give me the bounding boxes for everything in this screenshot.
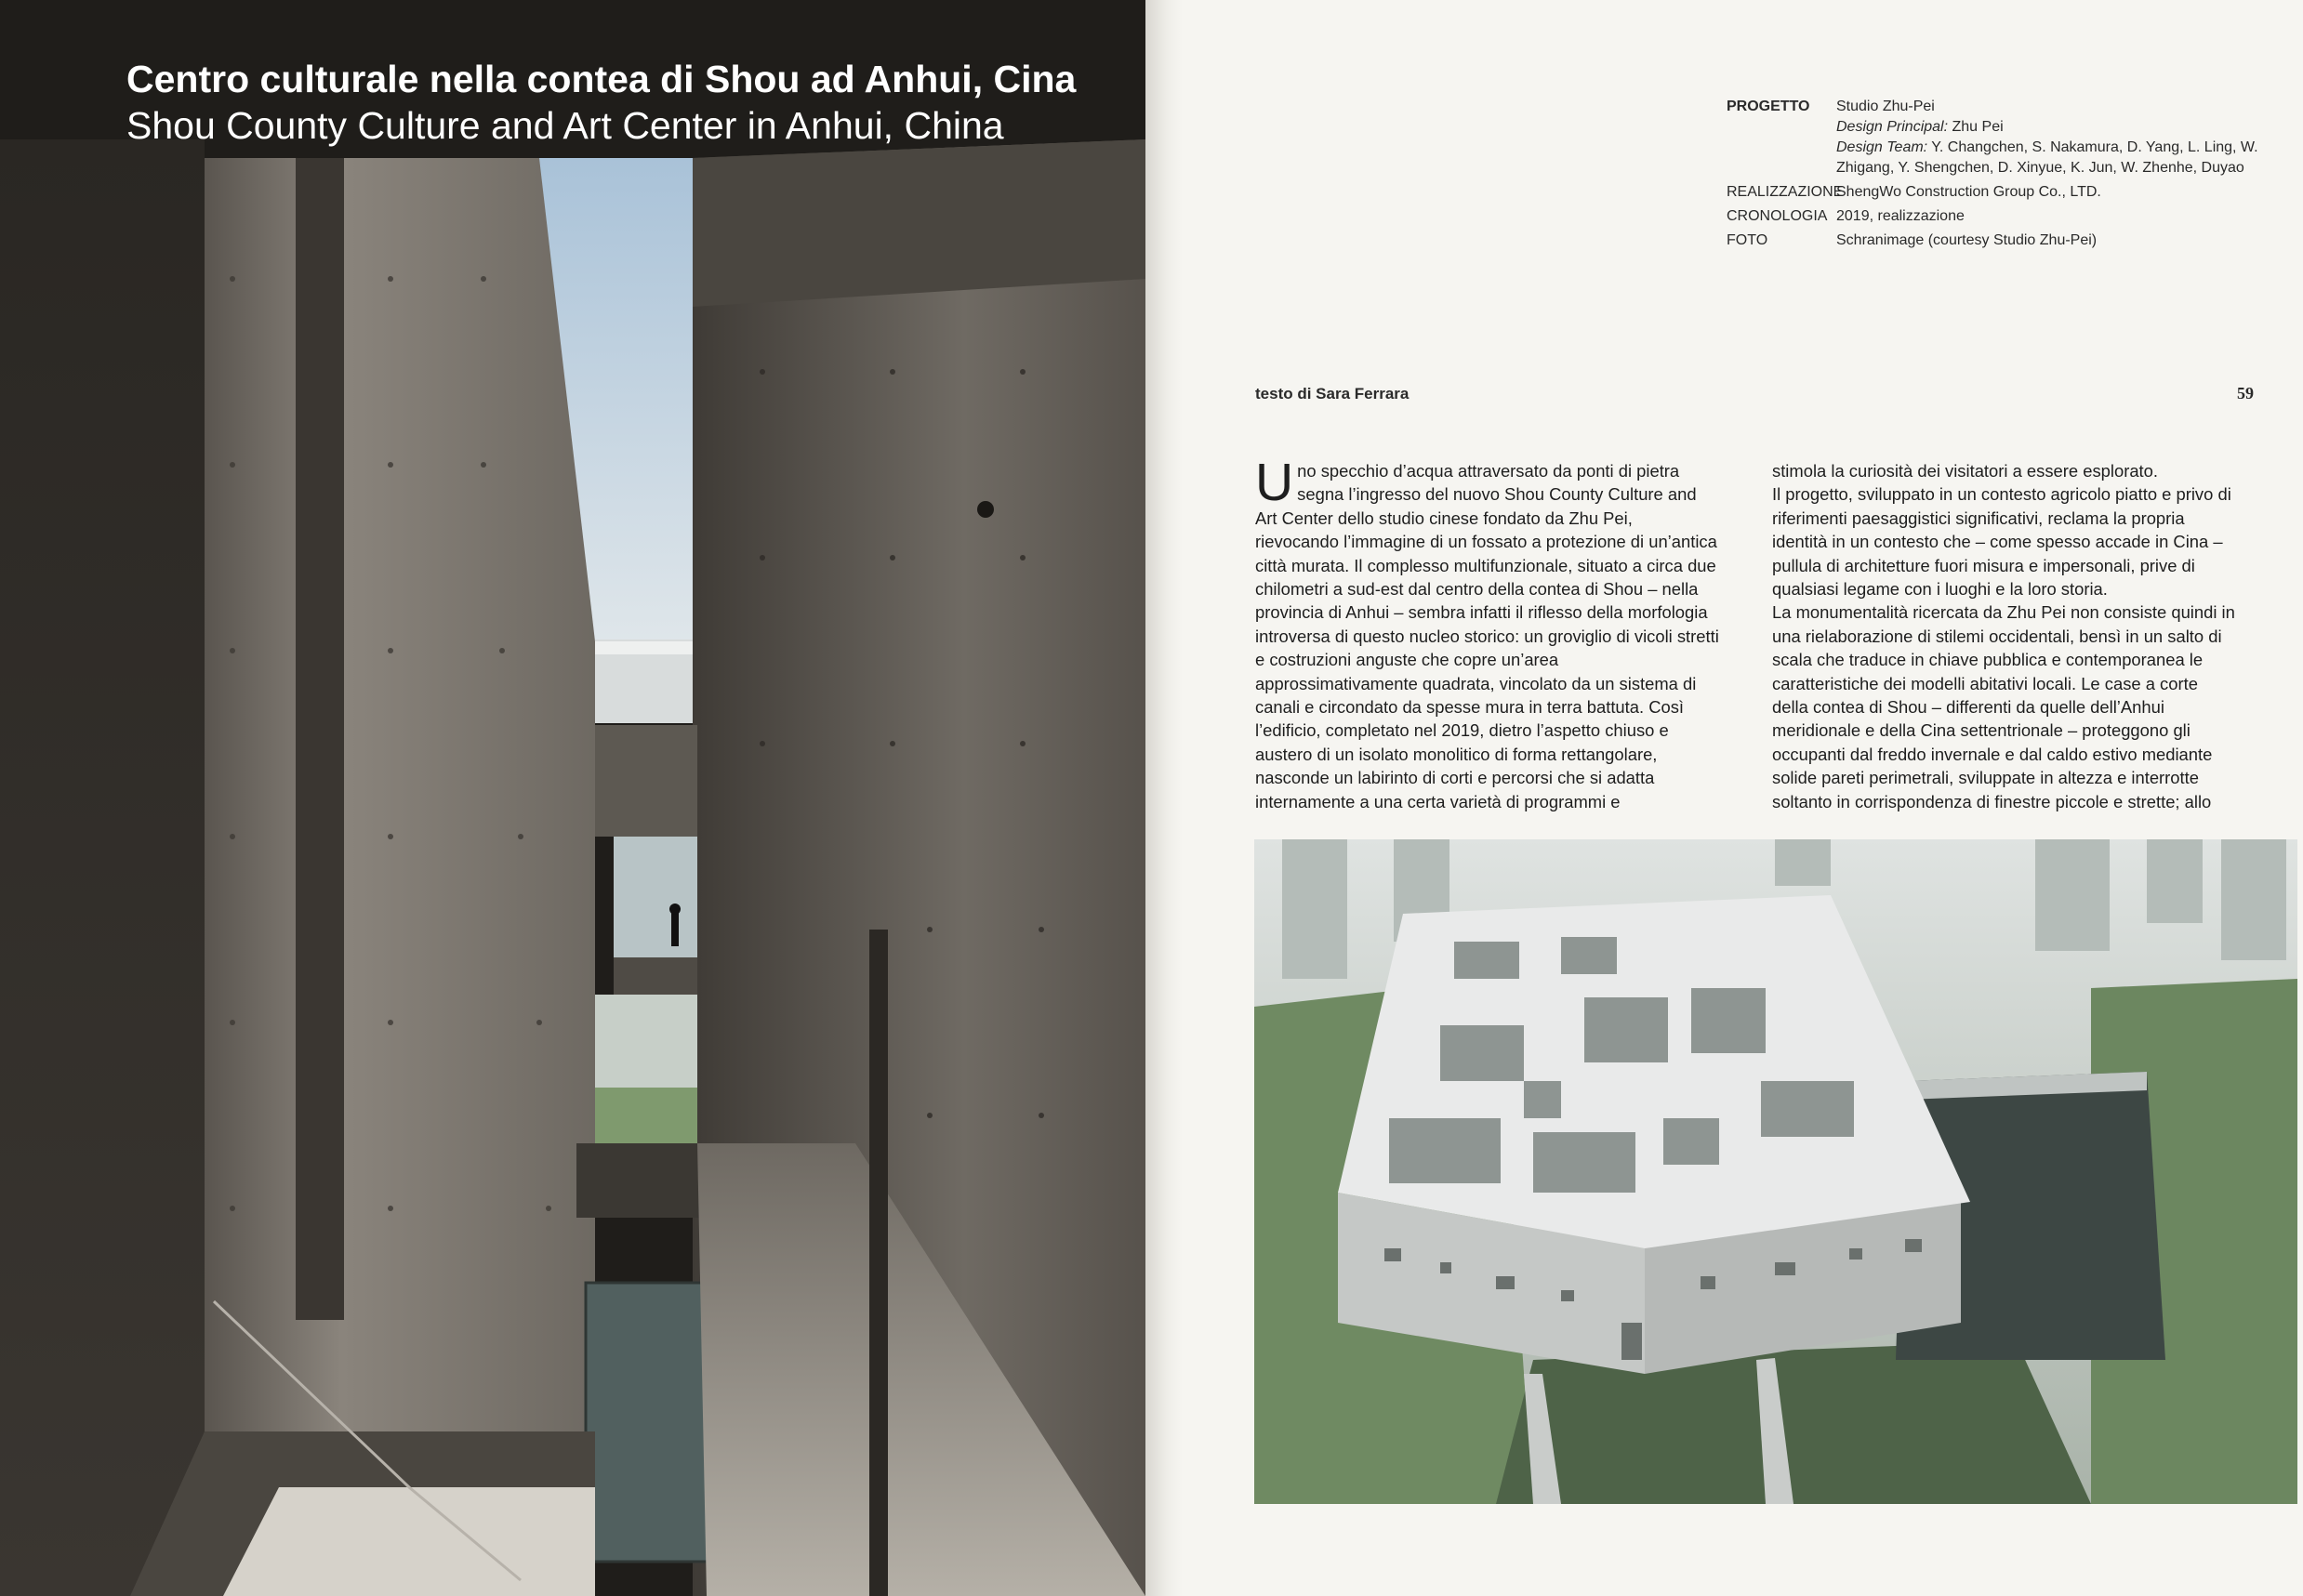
drop-cap: U [1255, 453, 1294, 512]
body-column-right [1772, 459, 2237, 813]
credit-row-cronologia [1727, 206, 2284, 227]
article-body [1255, 453, 2241, 822]
body-paragraph-1 [1255, 453, 1720, 813]
right-page [1183, 0, 2303, 1596]
credit-label-progetto: PROGETTO [1727, 99, 1810, 114]
author-byline: testo di Sara Ferrara [1255, 385, 1410, 402]
principal-value: Zhu Pei [1948, 119, 2004, 135]
interior-concrete-atrium-photo [0, 0, 1145, 1596]
title-english: Shou County Culture and Art Center in Anhui, China [126, 104, 1004, 147]
article-title [126, 56, 1131, 149]
team-value: Y. Changchen, S. Nakamura, D. Yang, L. Ling, W. Zhigang, Y. Shengchen, D. Xinyue, K. Jun, W. Zhenhe, Duyao [1836, 139, 2258, 176]
page-gutter [1145, 0, 1183, 1596]
left-page [0, 0, 1145, 1596]
body-paragraph-2: stimola la curiosità dei visitatori a essere esplorato. [1772, 461, 2158, 481]
credit-row-realizzazione [1727, 182, 2284, 203]
team-label: Design Team: [1836, 139, 1928, 155]
credit-value-progetto [1836, 97, 2284, 178]
credit-row-foto [1727, 231, 2284, 251]
body-paragraph-4: La monumentalità ricercata da Zhu Pei non consiste quindi in una rielaborazione di stilemi occidentali, bensì in un salto di scala che traduce in chiave pubblica e contemporanea le caratteristiche dei modelli abitativi locali. Le case a corte della contea di Shou – differenti da quelle dell’Anhui meridionale e della Cina settentrionale – proteggono gli occupanti dal freddo invernale e dal caldo estivo mediante solide pareti perimetrali, sviluppate in altezza e interrotte soltanto in corrispondenza di finestre piccole e strette; allo [1772, 602, 2235, 811]
principal-label: Design Principal: [1836, 119, 1949, 135]
design-principal [1836, 117, 2284, 138]
page-number: 59 [2237, 384, 2254, 402]
paragraph-1-text: no specchio d’acqua attraversato da ponti di pietra segna l’ingresso del nuovo Shou County Culture and Art Center dello studio cinese fondato da Zhu Pei, rievocando l’immagine di un fossato a protezione di un’antica città murata. Il complesso multifunzionale, situato a circa due chilometri a sud-est dal centro della contea di Shou – nella provincia di Anhui – sembra infatti il riflesso della morfologia introversa di questo nucleo storico: un groviglio di vicoli stretti e costruzioni anguste che copre un’area approssimativamente quadrata, vincolato da un sistema di canali e circondato da spesse mura in terra battuta. Così l’edificio, completato nel 2019, dietro l’aspetto chiuso e austero di un isolato monolitico di forma rettangolare, nasconde un labirinto di corti e percorsi che si adatta internamente a una certa varietà di programmi e [1255, 461, 1719, 811]
body-paragraph-3: Il progetto, sviluppato in un contesto agricolo piatto e privo di riferimenti paesaggistici significativi, reclama la propria identità in un contesto che – come spesso accade in Cina – pullula di architetture fuori misura e impersonali, prive di qualsiasi legame con i luoghi e la loro storia. [1772, 484, 2231, 600]
body-column-left [1255, 453, 1720, 813]
credit-value-cronologia: 2019, realizzazione [1836, 208, 1965, 224]
aerial-building-photo [1254, 839, 2297, 1504]
title-italian: Centro culturale nella contea di Shou ad Anhui, Cina [126, 58, 1077, 100]
design-team [1836, 138, 2284, 178]
project-credits [1727, 97, 2284, 251]
credit-value-realizzazione: ShengWo Construction Group Co., LTD. [1836, 184, 2101, 200]
credit-label-foto: FOTO [1727, 232, 1768, 248]
credit-value-foto: Schranimage (courtesy Studio Zhu-Pei) [1836, 232, 2098, 248]
studio-name: Studio Zhu-Pei [1836, 99, 1935, 114]
credit-row-progetto [1727, 97, 2284, 178]
credit-label-realizzazione: REALIZZAZIONE [1727, 184, 1844, 200]
credit-label-cronologia: CRONOLOGIA [1727, 208, 1828, 224]
